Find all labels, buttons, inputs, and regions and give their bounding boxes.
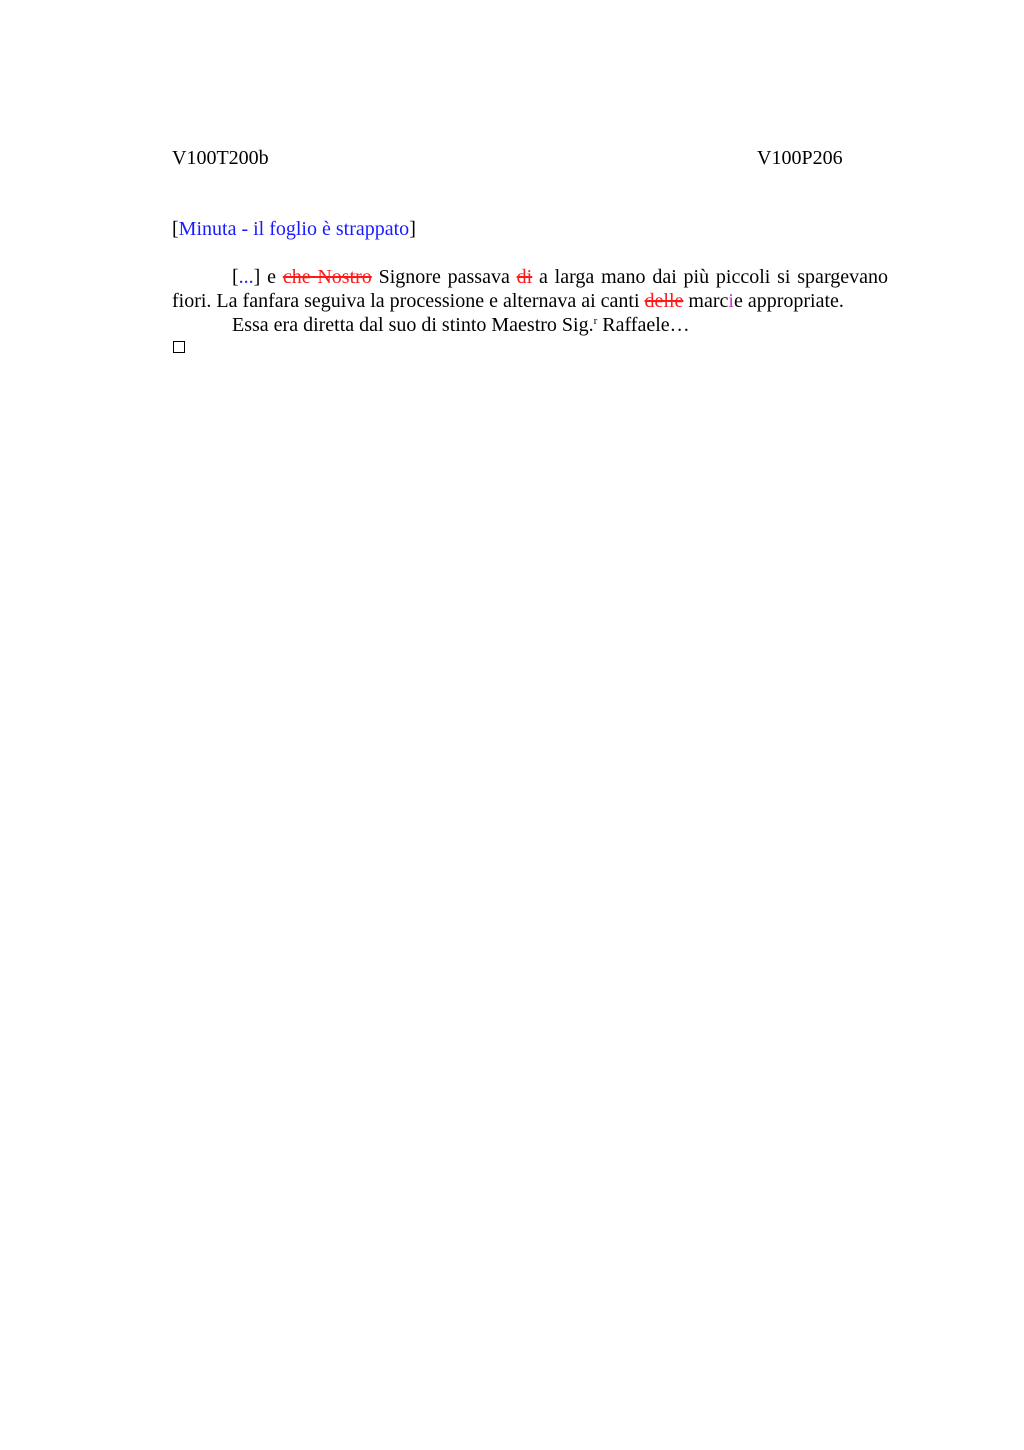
deleted-text-2: di — [516, 266, 533, 288]
transcription-body — [172, 265, 888, 337]
inserted-letter: i — [728, 290, 734, 312]
deleted-text-3: delle — [644, 290, 684, 312]
paragraph-1-text-2: a larga mano dai più piccoli si spargevano fiori. La fanfara seguiva la processione e alternava ai canti — [172, 266, 888, 312]
paragraph-2 — [172, 313, 888, 337]
lacuna-ellipsis: ... — [238, 266, 254, 288]
paragraph-1 — [172, 265, 888, 313]
document-code-right: V100P206 — [757, 147, 843, 169]
document-code-left: V100T200b — [172, 147, 269, 169]
editorial-note — [172, 216, 416, 242]
lacuna-close-text: ] e — [253, 266, 283, 288]
superscript-r: r — [593, 315, 598, 327]
note-close-bracket: ] — [409, 218, 416, 240]
end-marker-box-icon — [173, 341, 185, 353]
paragraph-2-text-2: Raffaele… — [597, 314, 690, 336]
deleted-text-1: che Nostro — [282, 266, 372, 288]
note-text: Minuta - il foglio è strappato — [178, 218, 410, 240]
note-open-bracket: [ — [172, 218, 179, 240]
paragraph-2-text-1: Essa era diretta dal suo di stinto Maestro Sig. — [232, 314, 594, 336]
paragraph-1-text-3a: marc — [683, 290, 729, 312]
lacuna-open-bracket: [ — [232, 266, 239, 288]
paragraph-1-text-1: Signore passava — [371, 266, 517, 288]
paragraph-1-text-3b: e appropriate. — [733, 290, 844, 312]
